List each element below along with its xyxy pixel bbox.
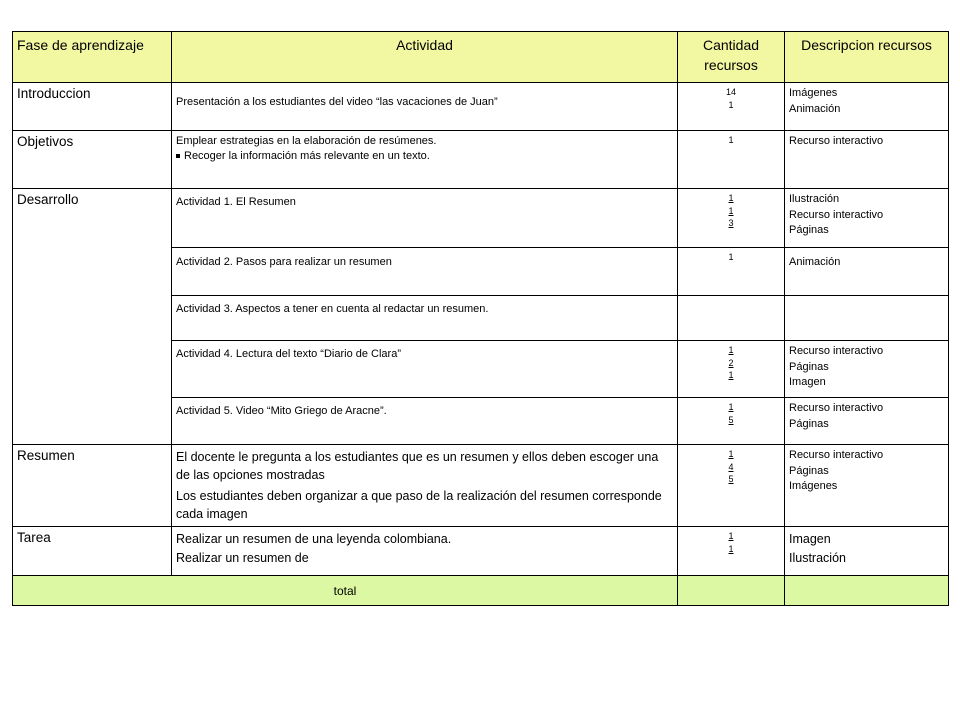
header-activity: Actividad bbox=[172, 32, 678, 83]
total-row bbox=[13, 576, 949, 606]
total-quantity-cell bbox=[678, 576, 785, 606]
quantity-cell: 14 1 bbox=[678, 83, 785, 131]
description-cell: Imagen Ilustración bbox=[785, 527, 949, 576]
activity-cell: Actividad 2. Pasos para realizar un resumen bbox=[172, 248, 678, 296]
quantity-cell: 1 5 bbox=[678, 398, 785, 445]
quantity-cell: 1 2 1 bbox=[678, 341, 785, 398]
header-quantity: Cantidad recursos bbox=[678, 32, 785, 83]
description-cell: Animación bbox=[785, 248, 949, 296]
description-cell: Recurso interactivo Páginas bbox=[785, 398, 949, 445]
phase-cell: Introduccion bbox=[13, 83, 172, 131]
phase-cell: Desarrollo bbox=[13, 189, 172, 445]
activity-cell: Realizar un resumen de una leyenda colombiana. Realizar un resumen de bbox=[172, 527, 678, 576]
quantity-cell bbox=[678, 296, 785, 341]
activity-cell: Actividad 1. El Resumen bbox=[172, 189, 678, 248]
activity-cell: El docente le pregunta a los estudiantes que es un resumen y ellos deben escoger una de las opciones mostradas Los estudiantes deben organizar a que paso de la realización del resumen corresponde cada imagen bbox=[172, 445, 678, 527]
phase-cell: Resumen bbox=[13, 445, 172, 527]
description-cell bbox=[785, 296, 949, 341]
header-row bbox=[13, 32, 949, 83]
total-description-cell bbox=[785, 576, 949, 606]
quantity-cell: 1 bbox=[678, 248, 785, 296]
activity-cell: Presentación a los estudiantes del video “las vacaciones de Juan” bbox=[172, 83, 678, 131]
table-row-tarea bbox=[13, 527, 949, 576]
activity-cell: Actividad 5. Video “Mito Griego de Aracne”. bbox=[172, 398, 678, 445]
table-row-introduccion bbox=[13, 83, 949, 131]
table-row-objetivos bbox=[13, 131, 949, 189]
description-cell: Ilustración Recurso interactivo Páginas bbox=[785, 189, 949, 248]
phase-cell: Objetivos bbox=[13, 131, 172, 189]
quantity-cell: 1 bbox=[678, 131, 785, 189]
description-cell: Imágenes Animación bbox=[785, 83, 949, 131]
phase-cell: Tarea bbox=[13, 527, 172, 576]
header-description: Descripcion recursos bbox=[785, 32, 949, 83]
bullet-item: Recoger la información más relevante en un texto. bbox=[176, 149, 673, 164]
quantity-cell: 1 1 bbox=[678, 527, 785, 576]
quantity-cell: 1 4 5 bbox=[678, 445, 785, 527]
description-cell: Recurso interactivo bbox=[785, 131, 949, 189]
total-label: total bbox=[13, 576, 678, 606]
activity-cell: Actividad 3. Aspectos a tener en cuenta al redactar un resumen. bbox=[172, 296, 678, 341]
activity-cell: Actividad 4. Lectura del texto “Diario de Clara” bbox=[172, 341, 678, 398]
quantity-cell: 1 1 3 bbox=[678, 189, 785, 248]
activity-cell: Emplear estrategias en la elaboración de resúmenes. Recoger la información más relevante en un texto. bbox=[172, 131, 678, 189]
header-phase: Fase de aprendizaje bbox=[13, 32, 172, 83]
description-cell: Recurso interactivo Páginas Imágenes bbox=[785, 445, 949, 527]
table-row-desarrollo-1 bbox=[13, 189, 949, 248]
description-cell: Recurso interactivo Páginas Imagen bbox=[785, 341, 949, 398]
lesson-plan-table bbox=[12, 31, 949, 606]
table-row-resumen bbox=[13, 445, 949, 527]
